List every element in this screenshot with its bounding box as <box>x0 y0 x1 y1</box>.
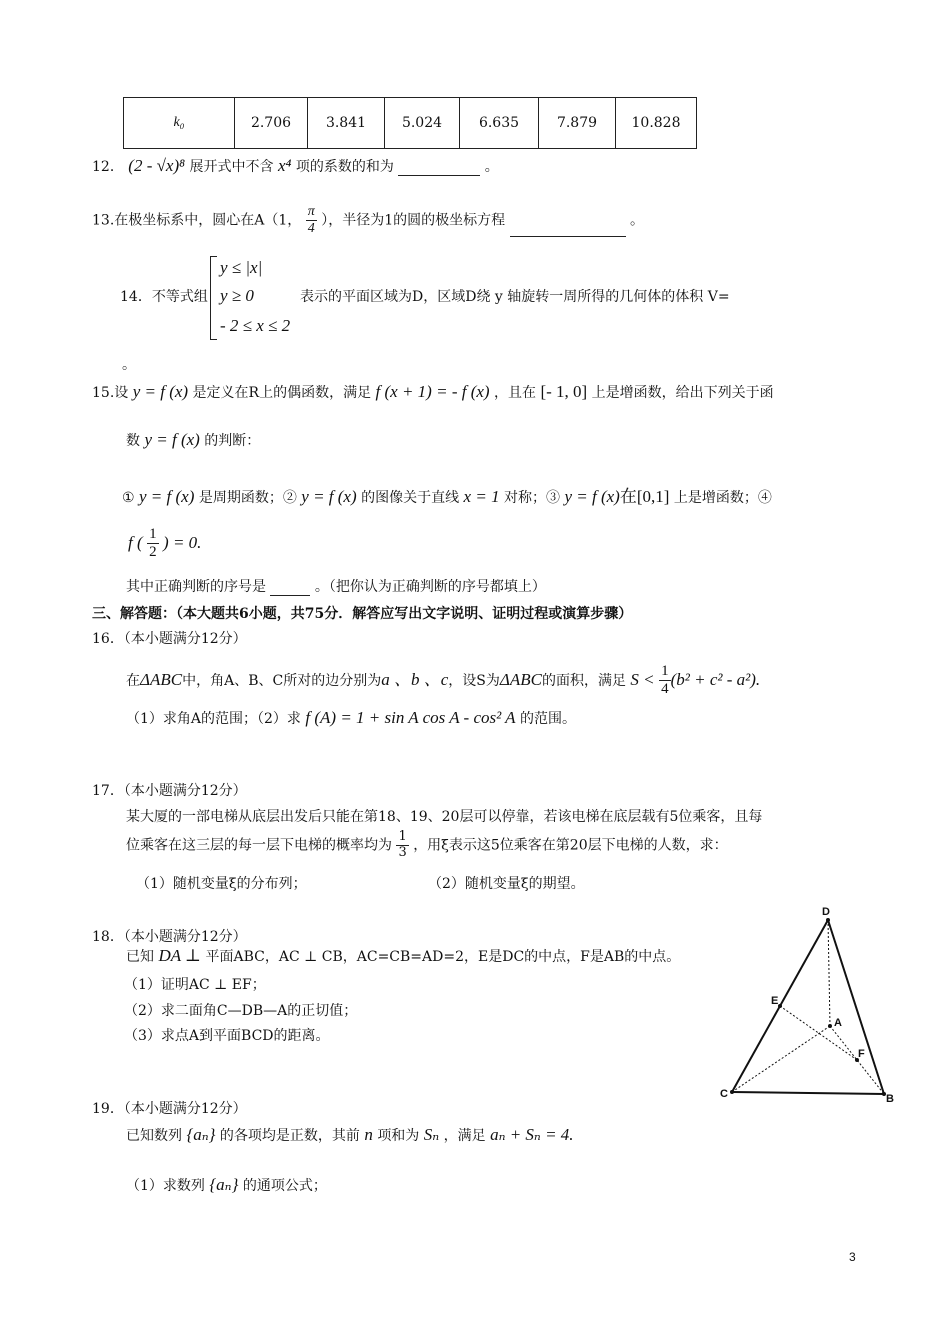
critical-value-table <box>123 97 697 149</box>
question-text: ，设S为 <box>448 672 500 689</box>
numerator: π <box>306 204 317 221</box>
question-text: 13.在极坐标系中，圆心在A（1， <box>92 212 302 229</box>
question-text: 上是增函数，给出下列关于函 <box>591 385 774 401</box>
math-expression: [- 1, 0] <box>540 382 588 401</box>
math-expression: DA ⊥ <box>158 946 202 965</box>
math-expression: a 、b 、c <box>381 669 449 689</box>
question-16-heading: 16．（本小题满分12分） <box>92 631 247 647</box>
label-E: E <box>771 995 779 1007</box>
math-expression: (2 - √x)⁸ <box>128 156 186 175</box>
label-A: A <box>834 1017 842 1029</box>
question-text: 的面积，满足 <box>541 672 626 689</box>
math-expression: 在[0,1] <box>619 487 670 506</box>
question-15-item-4 <box>128 526 201 562</box>
question-text: 上是增函数；④ <box>673 490 772 506</box>
question-text: （1）求角A的范围；（2）求 <box>126 711 301 727</box>
question-14-number: 14．不等式组 <box>120 289 208 305</box>
question-15-line-1 <box>92 382 774 402</box>
question-19-line-1 <box>126 1125 574 1145</box>
math-expression: aₙ + Sₙ = 4. <box>490 1125 574 1144</box>
question-15-ask <box>126 576 546 596</box>
math-expression: f (A) = 1 + sin A cos A - cos² A <box>305 708 516 727</box>
point-E <box>778 1004 782 1008</box>
question-text: ，满足 <box>443 1128 486 1144</box>
math-expression: ) = 0. <box>163 532 202 552</box>
math-expression: ΔABC <box>499 669 542 689</box>
table-row <box>124 98 697 149</box>
table-cell: 6.635 <box>460 98 539 149</box>
math-expression: n <box>364 1125 373 1144</box>
numerator: 1 <box>398 829 407 844</box>
vertex-A <box>828 1024 832 1028</box>
question-text: 在 <box>126 672 140 689</box>
edge-CA <box>732 1026 830 1092</box>
question-part: （1）证明AC ⊥ EF； <box>124 977 266 993</box>
math-expression: x⁴ <box>277 156 292 175</box>
table-cell: 3.841 <box>308 98 385 149</box>
math-expression: f (x + 1) = - f (x) <box>375 382 490 401</box>
label-C: C <box>720 1088 728 1100</box>
denominator: 4 <box>307 221 315 237</box>
denominator: 2 <box>149 544 157 561</box>
question-text: 的各项均是正数，其前 <box>219 1128 360 1144</box>
math-expression: {aₙ} <box>186 1125 216 1144</box>
label-D: D <box>822 906 830 918</box>
question-15-line-3 <box>122 482 772 507</box>
question-text: 展开式中不含 <box>189 159 274 175</box>
edge-DB <box>828 920 884 1094</box>
math-expression: S < <box>630 669 655 689</box>
math-expression: x = 1 <box>463 487 500 506</box>
question-text: 。 <box>630 212 645 229</box>
question-text: 项和为 <box>377 1128 420 1144</box>
numerator: 1 <box>147 526 159 544</box>
math-expression: (b² + c² - a²). <box>670 669 761 689</box>
edge-CB <box>732 1092 884 1094</box>
question-19-part-1 <box>126 1175 327 1195</box>
question-text: 某大厦的一部电梯从底层出发后只能在第18、19、20层可以停靠，若该电梯在底层载有5位乘客，且每 <box>126 809 763 825</box>
question-text: 的范围。 <box>520 711 577 727</box>
question-text: 。（把你认为正确判断的序号都填上） <box>314 579 546 595</box>
question-text: 平面ABC，AC ⊥ CB，AC=CB=AD=2，E是DC的中点，F是AB的中点。 <box>205 949 681 965</box>
inequality-line: y ≥ 0 <box>220 286 254 305</box>
question-text: （1）求数列 <box>126 1178 205 1194</box>
fraction <box>396 830 408 861</box>
question-number: 12． <box>92 159 124 175</box>
tetrahedron-figure <box>710 900 910 1108</box>
question-text: 的判断： <box>204 433 261 449</box>
question-15-line-2 <box>126 430 260 450</box>
question-text: 。 <box>122 357 136 373</box>
inequality-line: - 2 ≤ x ≤ 2 <box>220 316 291 335</box>
question-text: ，用ξ表示这5位乘客在第20层下电梯的人数，求： <box>413 837 728 854</box>
question-text: 是周期函数；② <box>198 490 297 506</box>
question-part: （2）求二面角C—DB—A的正切值； <box>124 1003 358 1019</box>
question-13 <box>92 204 644 237</box>
system-brace <box>210 256 217 340</box>
question-text: 项的系数的和为 <box>295 159 394 175</box>
math-expression: {aₙ} <box>209 1175 239 1194</box>
answer-blank[interactable] <box>510 220 626 237</box>
question-text: 15.设 <box>92 385 129 401</box>
question-text: 数 <box>126 433 140 449</box>
question-12 <box>92 156 499 176</box>
question-text: ① <box>122 490 135 506</box>
fraction <box>659 663 671 699</box>
question-18-line-1 <box>126 946 680 966</box>
math-expression: Sₙ <box>423 1125 440 1144</box>
table-cell: 7.879 <box>539 98 616 149</box>
question-text: 的图像关于直线 <box>361 490 460 506</box>
vertex-C <box>730 1090 734 1094</box>
denominator: 3 <box>398 844 407 860</box>
question-18-heading: 18．（本小题满分12分） <box>92 929 247 945</box>
question-part: （1）随机变量ξ的分布列； <box>136 876 307 892</box>
math-expression: y = f (x) <box>564 487 620 506</box>
denominator: 4 <box>661 681 669 698</box>
math-expression: y = f (x) <box>132 382 189 401</box>
numerator: 1 <box>659 663 671 681</box>
page-number: 3 <box>849 1250 856 1264</box>
table-cell: 10.828 <box>616 98 697 149</box>
label-F: F <box>858 1048 865 1060</box>
question-text: ，且在 <box>494 385 537 401</box>
question-text: 已知 <box>126 949 154 965</box>
table-cell: 2.706 <box>235 98 308 149</box>
math-expression: y = f (x) <box>144 430 200 449</box>
fraction <box>306 204 317 237</box>
table-cell: 5.024 <box>385 98 460 149</box>
label-B: B <box>886 1093 894 1105</box>
question-17-heading: 17．（本小题满分12分） <box>92 783 247 799</box>
question-part: （2）随机变量ξ的期望。 <box>428 876 585 892</box>
question-text: 对称；③ <box>504 490 561 506</box>
math-expression: f ( <box>128 532 143 552</box>
question-text: 中，角A、B、C所对的边分别为 <box>182 672 382 689</box>
math-expression: ΔABC <box>140 669 183 689</box>
question-17-line-2 <box>126 830 728 861</box>
question-part: （3）求点A到平面BCD的距离。 <box>124 1028 330 1044</box>
math-expression: y = f (x) <box>139 487 195 506</box>
section-heading: 三、解答题：（本大题共6小题，共75分．解答应写出文字说明、证明过程或演算步骤） <box>92 606 633 622</box>
question-text: 其中正确判断的序号是 <box>126 579 266 595</box>
vertex-D <box>826 918 830 922</box>
answer-blank[interactable] <box>398 159 480 176</box>
question-text: ），半径为1的圆的极坐标方程 <box>321 212 506 229</box>
question-text: 。 <box>484 159 499 175</box>
question-text: 已知数列 <box>126 1128 182 1144</box>
question-19-heading: 19．（本小题满分12分） <box>92 1101 247 1117</box>
question-16-line-2 <box>126 708 576 728</box>
math-expression: y = f (x) <box>301 487 357 506</box>
fraction <box>147 526 159 562</box>
question-text: 表示的平面区域为D，区域D绕 y 轴旋转一周所得的几何体的体积 V= <box>300 289 730 305</box>
answer-blank[interactable] <box>270 579 310 596</box>
table-header-cell: k₀ <box>124 98 235 149</box>
edge-DA <box>828 920 830 1026</box>
segment-EF <box>780 1006 857 1060</box>
inequality-line: y ≤ |x| <box>220 258 263 277</box>
question-text: 的通项公式； <box>242 1178 327 1194</box>
question-text: 是定义在R上的偶函数，满足 <box>192 385 372 401</box>
question-text: 位乘客在这三层的每一层下电梯的概率均为 <box>126 837 392 854</box>
question-16-line-1 <box>126 663 760 699</box>
